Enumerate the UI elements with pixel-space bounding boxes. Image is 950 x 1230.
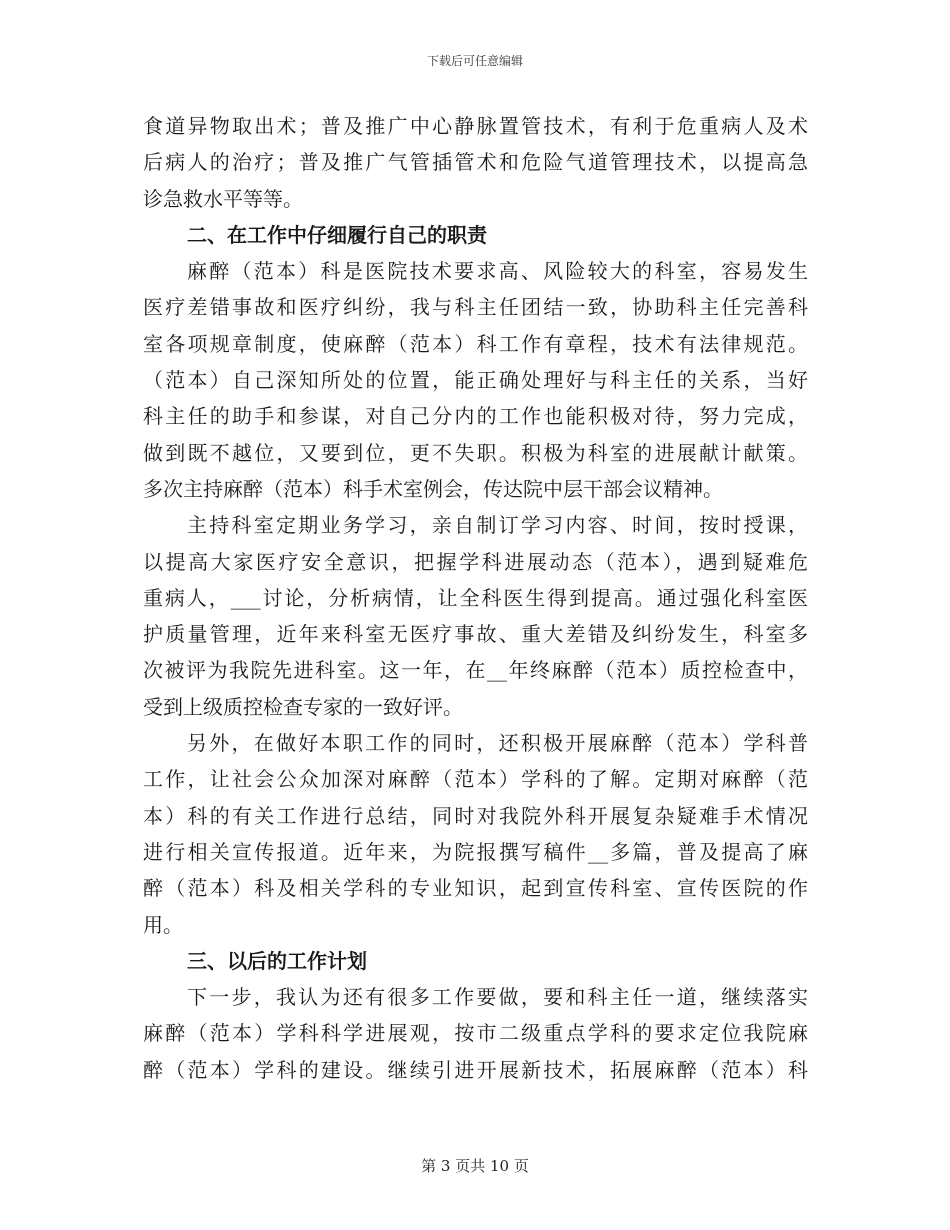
body-line: 麻醉（范本）科是医院技术要求高、风险较大的科室，容易发生 bbox=[187, 259, 808, 284]
section-heading: 二、在工作中仔细履行自己的职责 bbox=[187, 222, 487, 247]
body-line: 做到既不越位，又要到位，更不失职。积极为科室的进展献计献策。 bbox=[143, 440, 808, 465]
body-line: 麻醉（范本）学科科学进展观，按市二级重点学科的要求定位我院麻 bbox=[143, 1021, 808, 1046]
body-line: 以提高大家医疗安全意识，把握学科进展动态（范本），遇到疑难危 bbox=[143, 549, 808, 574]
body-line: 次被评为我院先进科室。这一年，在__年终麻醉（范本）质控检查中， bbox=[143, 658, 808, 683]
page-footer: 第 3 页共 10 页 bbox=[421, 1157, 529, 1175]
body-line: 受到上级质控检查专家的一致好评。 bbox=[143, 694, 463, 719]
body-line: 进行相关宣传报道。近年来，为院报撰写稿件__多篇，普及提高了麻 bbox=[143, 839, 808, 864]
body-line: 醉（范本）学科的建设。继续引进开展新技术，拓展麻醉（范本）科 bbox=[143, 1057, 808, 1082]
body-text bbox=[143, 108, 808, 1088]
body-line: 室各项规章制度，使麻醉（范本）科工作有章程，技术有法律规范。 bbox=[143, 331, 808, 356]
body-line: 重病人，___讨论，分析病情，让全科医生得到提高。通过强化科室医 bbox=[143, 585, 808, 610]
body-line: （范本）自己深知所处的位置，能正确处理好与科主任的关系，当好 bbox=[143, 368, 808, 393]
body-line: 后病人的治疗；普及推广气管插管术和危险气道管理技术，以提高急 bbox=[143, 150, 808, 175]
body-line: 主持科室定期业务学习，亲自制订学习内容、时间，按时授课， bbox=[187, 513, 808, 538]
body-line: 医疗差错事故和医疗纠纷，我与科主任团结一致，协助科主任完善科 bbox=[143, 295, 808, 320]
body-line: 食道异物取出术；普及推广中心静脉置管技术，有利于危重病人及术 bbox=[143, 114, 808, 138]
body-line: 科主任的助手和参谋，对自己分内的工作也能积极对待，努力完成， bbox=[143, 404, 808, 429]
body-line: 下一步，我认为还有很多工作要做，要和科主任一道，继续落实 bbox=[187, 985, 808, 1010]
body-line: 醉（范本）科及相关学科的专业知识，起到宣传科室、宣传医院的作 bbox=[143, 876, 808, 901]
body-line: 诊急救水平等等。 bbox=[143, 186, 303, 211]
body-line: 另外，在做好本职工作的同时，还积极开展麻醉（范本）学科普 bbox=[187, 731, 808, 756]
page-header: 下载后可任意编辑 bbox=[426, 54, 523, 68]
body-line: 工作，让社会公众加深对麻醉（范本）学科的了解。定期对麻醉（范 bbox=[143, 767, 808, 792]
body-line: 护质量管理，近年来科室无医疗事故、重大差错及纠纷发生，科室多 bbox=[143, 622, 808, 647]
section-heading: 三、以后的工作计划 bbox=[187, 948, 367, 973]
body-line: 用。 bbox=[143, 912, 183, 937]
body-line: 多次主持麻醉（范本）科手术室例会，传达院中层干部会议精神。 bbox=[143, 476, 723, 501]
body-line: 本）科的有关工作进行总结，同时对我院外科开展复杂疑难手术情况 bbox=[143, 803, 808, 828]
